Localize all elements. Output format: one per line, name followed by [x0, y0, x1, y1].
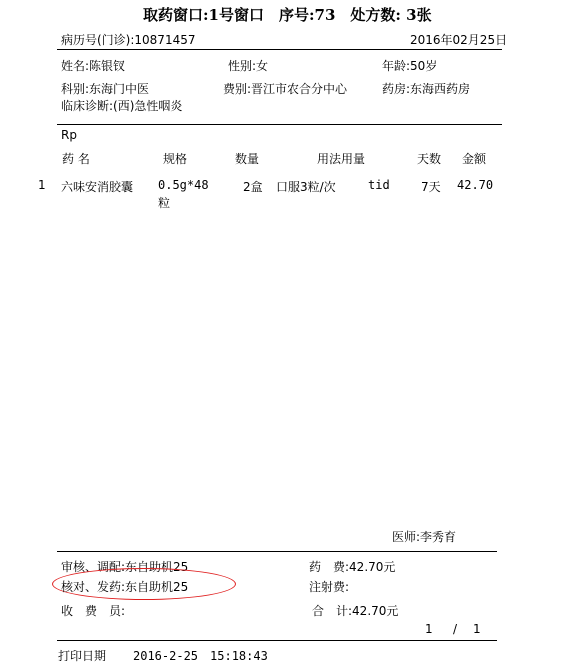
- drug-spec: 0.5g*48: [158, 178, 209, 192]
- print-date-label: 打印日期: [58, 649, 107, 663]
- review-dispense: 审核、调配:东自助机25: [61, 560, 189, 574]
- print-time: 2016-2-25 15:18:43: [133, 649, 268, 663]
- record-number: 病历号(门诊):10871457: [61, 33, 196, 47]
- drug-qty: 2盒: [243, 180, 263, 194]
- col-header-qty: 数量: [235, 152, 260, 166]
- prescription-date: 2016年02月25日: [410, 33, 508, 47]
- col-header-days: 天数: [417, 152, 442, 166]
- clinical-diagnosis: 临床诊断:(西)急性咽炎: [61, 99, 183, 113]
- fee-type: 费别:晋江市农合分中心: [223, 82, 348, 96]
- department: 科别:东海门中医: [61, 82, 150, 96]
- row-index: 1: [38, 178, 46, 192]
- injection-fee: 注射费:: [309, 580, 350, 594]
- drug-fee: 药 费:42.70元: [309, 560, 396, 574]
- patient-name: 姓名:陈银钗: [61, 59, 126, 73]
- patient-sex: 性别:女: [228, 59, 269, 73]
- total-amount: 合 计:42.70元: [312, 604, 399, 618]
- divider: [57, 640, 497, 641]
- col-header-name: 药 名: [62, 152, 90, 166]
- patient-age: 年龄:50岁: [382, 59, 438, 73]
- rp-label: Rp: [61, 128, 77, 142]
- page-separator: /: [453, 622, 458, 636]
- cashier: 收 费 员:: [61, 604, 126, 618]
- check-dispense: 核对、发药:东自助机25: [61, 580, 189, 594]
- col-header-usage: 用法用量: [317, 152, 366, 166]
- pharmacy: 药房:东海西药房: [382, 82, 471, 96]
- page-total: 1: [473, 622, 481, 636]
- drug-name: 六味安消胶囊: [61, 180, 134, 194]
- drug-days: 7天: [421, 180, 441, 194]
- doctor-signature: 医师:李秀育: [392, 530, 457, 544]
- divider: [57, 124, 502, 125]
- window-title: 取药窗口:1号窗口 序号:73 处方数: 3张: [143, 6, 432, 24]
- col-header-spec: 规格: [163, 152, 188, 166]
- page-current: 1: [425, 622, 433, 636]
- col-header-amount: 金额: [462, 152, 487, 166]
- drug-frequency: tid: [368, 178, 390, 192]
- drug-spec-unit: 粒: [158, 196, 171, 210]
- divider: [57, 551, 497, 552]
- drug-amount: 42.70: [457, 178, 494, 192]
- divider: [57, 49, 502, 50]
- drug-dose: 口服3粒/次: [276, 180, 336, 194]
